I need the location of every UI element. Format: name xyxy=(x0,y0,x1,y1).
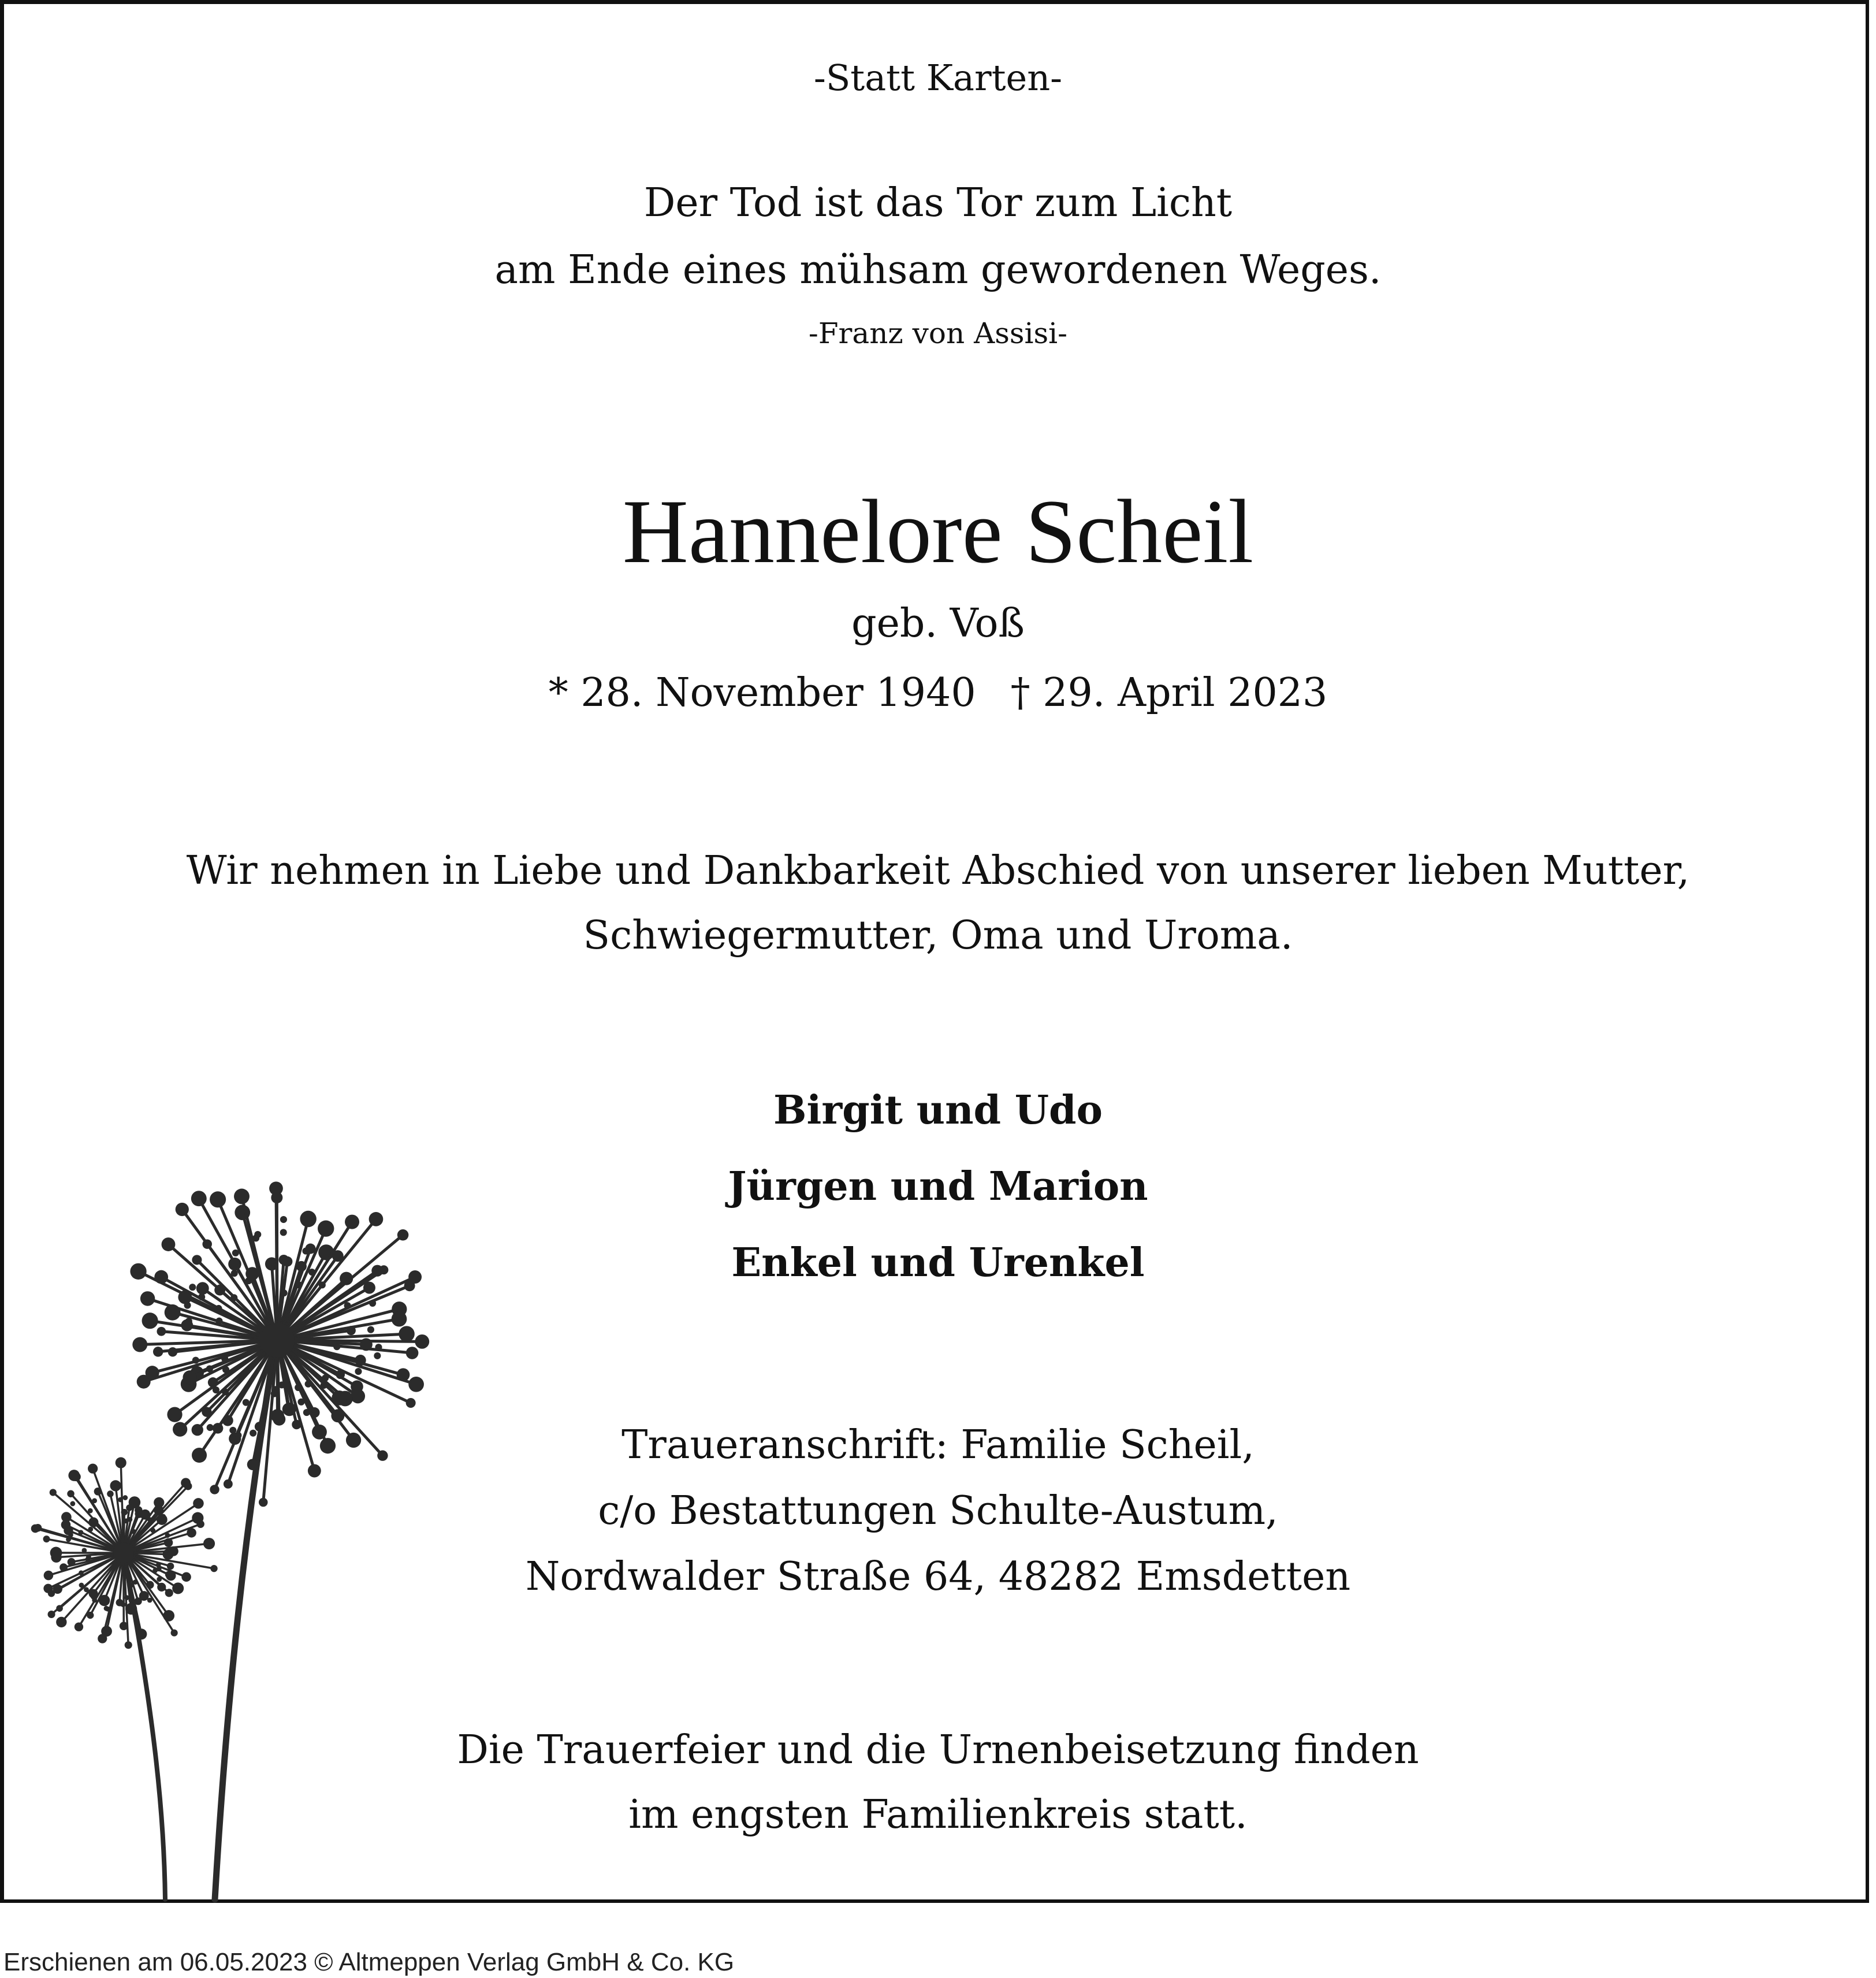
death-date: † 29. April 2023 xyxy=(1010,670,1328,716)
mourning-address-line-1: Traueranschrift: Familie Scheil, xyxy=(621,1422,1255,1468)
mourner-2: Jürgen und Marion xyxy=(728,1163,1148,1210)
closing-line-2: im engsten Familienkreis statt. xyxy=(628,1792,1248,1838)
quote-line-2: am Ende eines mühsam gewordenen Weges. xyxy=(494,247,1382,293)
farewell-message-line-2: Schwiegermutter, Oma und Uroma. xyxy=(583,913,1293,958)
deceased-name: Hannelore Scheil xyxy=(622,481,1254,582)
mourner-1: Birgit und Udo xyxy=(773,1087,1103,1133)
mourning-address-line-3: Nordwalder Straße 64, 48282 Emsdetten xyxy=(525,1554,1351,1600)
mourning-address-line-2: c/o Bestattungen Schulte-Austum, xyxy=(598,1488,1278,1534)
quote-author: -Franz von Assisi- xyxy=(808,317,1068,350)
mourner-3: Enkel und Urenkel xyxy=(731,1240,1145,1286)
publication-footer: Erschienen am 06.05.2023 © Altmeppen Verlag GmbH & Co. KG xyxy=(3,1948,735,1976)
closing-line-1: Die Trauerfeier und die Urnenbeisetzung finden xyxy=(457,1727,1419,1773)
dandelion-icon xyxy=(0,1132,474,1906)
quote-line-1: Der Tod ist das Tor zum Licht xyxy=(643,180,1233,226)
farewell-message-line-1: Wir nehmen in Liebe und Dankbarkeit Abschied von unserer lieben Mutter, xyxy=(186,848,1690,894)
notice-header: -Statt Karten- xyxy=(813,57,1063,99)
life-dates xyxy=(0,670,1876,716)
birth-date: * 28. November 1940 xyxy=(548,670,976,716)
maiden-name: geb. Voß xyxy=(851,601,1025,646)
